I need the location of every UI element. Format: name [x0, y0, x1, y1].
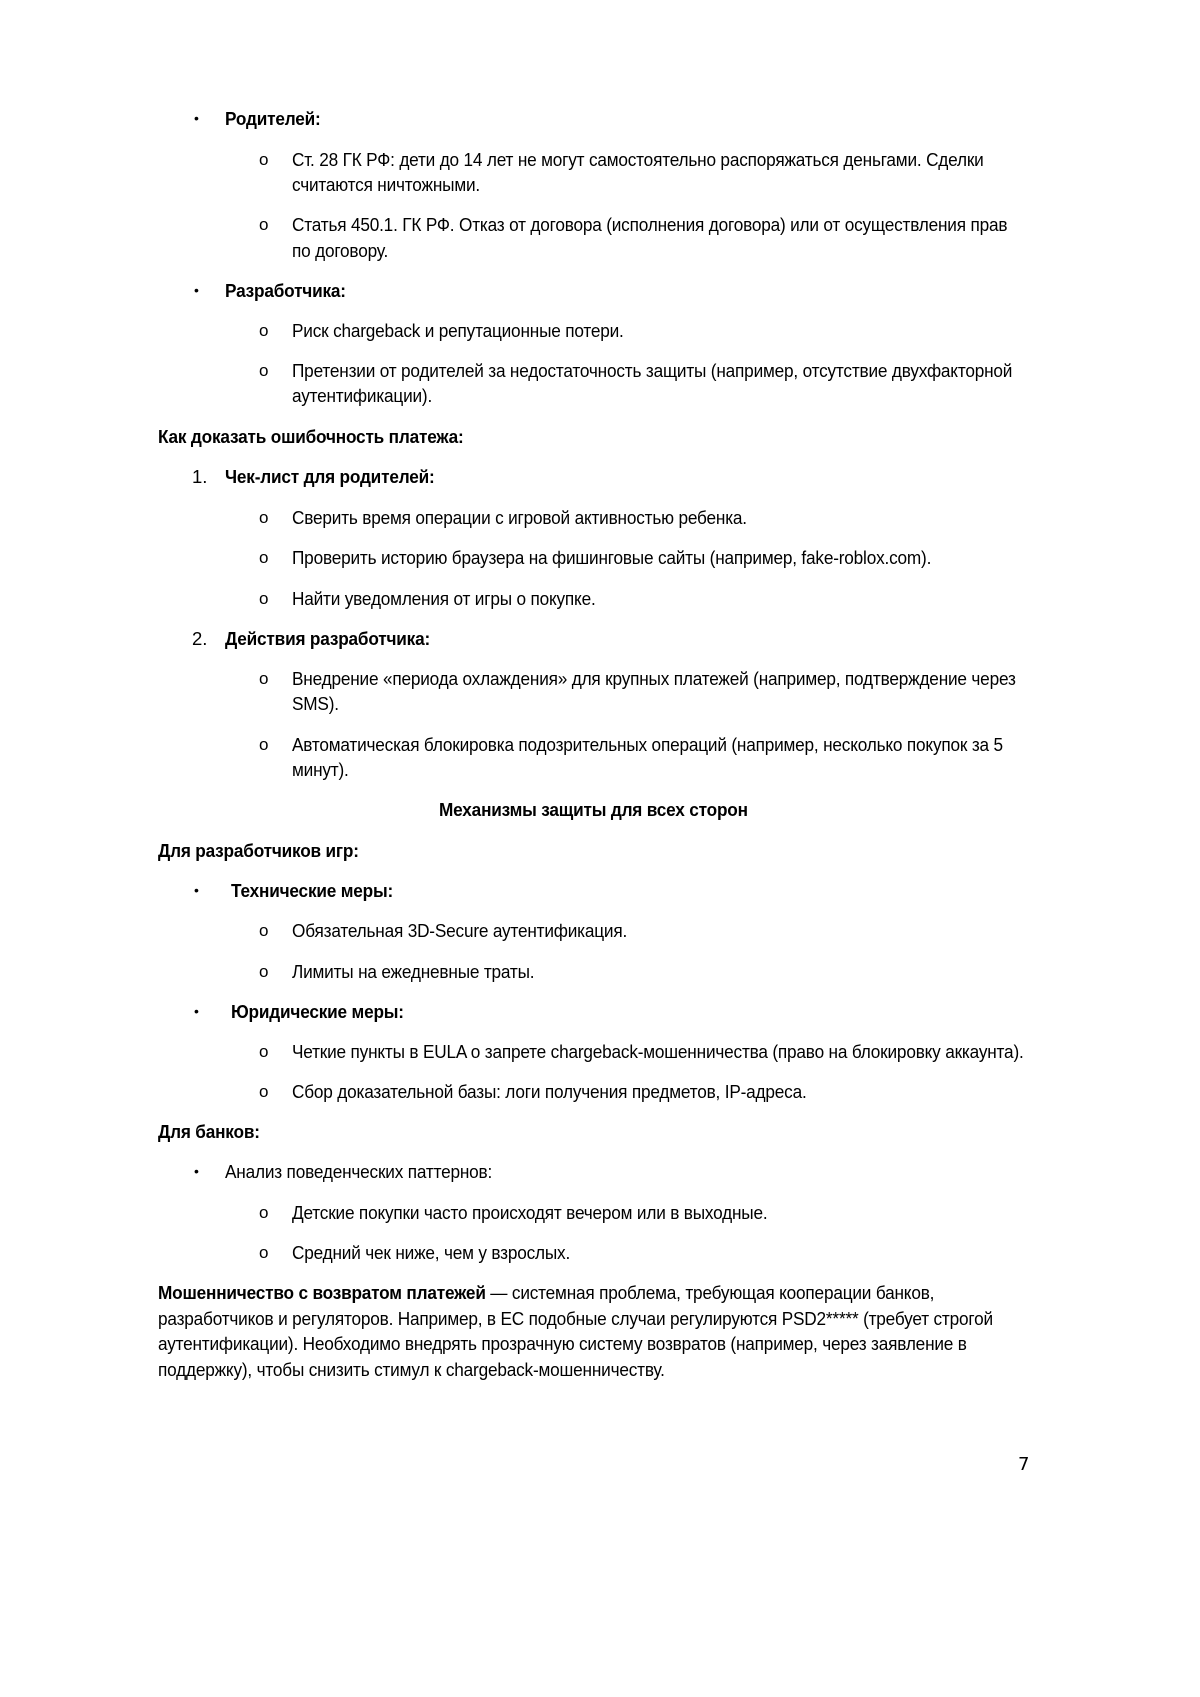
- conclusion-line: разработчиков и регуляторов. Например, в ЕС подобные случаи регулируются PSD2***** (требует строгой: [158, 1308, 993, 1329]
- list-item-line: аутентификации).: [292, 385, 433, 406]
- list-item-line: Внедрение «периода охлаждения» для крупных платежей (например, подтверждение через: [292, 668, 1016, 689]
- bullet-icon: •: [194, 282, 199, 298]
- sub-bullet-icon: o: [259, 150, 269, 169]
- sub-bullet-icon: o: [259, 962, 269, 981]
- analysis-heading: Анализ поведенческих паттернов:: [225, 1161, 493, 1182]
- list-item-line: Статья 450.1. ГК РФ. Отказ от договора (исполнения договора) или от осуществления прав: [292, 214, 1008, 235]
- list-item-line: Найти уведомления от игры о покупке.: [292, 588, 596, 609]
- list-item-line: Претензии от родителей за недостаточность защиты (например, отсутствие двухфакторной: [292, 360, 1013, 381]
- conclusion-line-rest: — системная проблема, требующая кооперации банков,: [485, 1282, 935, 1303]
- list-item-line: по договору.: [292, 240, 389, 261]
- technical-heading: Технические меры:: [231, 880, 394, 901]
- developer-heading: Разработчика:: [225, 280, 346, 301]
- bullet-icon: •: [194, 1163, 199, 1179]
- conclusion-line: поддержку), чтобы снизить стимул к chargeback-мошенничеству.: [158, 1359, 665, 1380]
- list-item-line: Четкие пункты в EULA о запрете chargeback-мошенничества (право на блокировку аккаунта).: [292, 1041, 1024, 1062]
- list-item-line: Сбор доказательной базы: логи получения предметов, IP-адреса.: [292, 1081, 807, 1102]
- list-item-line: Средний чек ниже, чем у взрослых.: [292, 1242, 571, 1263]
- list-number: 2.: [192, 628, 208, 649]
- sub-bullet-icon: o: [259, 735, 269, 754]
- list-item-line: Риск chargeback и репутационные потери.: [292, 320, 624, 341]
- prove-heading: Как доказать ошибочность платежа:: [158, 426, 464, 447]
- dev-actions-heading: Действия разработчика:: [225, 628, 431, 649]
- list-number: 1.: [192, 466, 208, 487]
- conclusion-line: [158, 1279, 934, 1306]
- list-item-line: Сверить время операции с игровой активностью ребенка.: [292, 507, 747, 528]
- checklist-heading: Чек-лист для родителей:: [225, 466, 435, 487]
- sub-bullet-icon: o: [259, 215, 269, 234]
- banks-heading: Для банков:: [158, 1121, 260, 1142]
- list-item-line: Обязательная 3D-Secure аутентификация.: [292, 920, 628, 941]
- sub-bullet-icon: o: [259, 1243, 269, 1262]
- sub-bullet-icon: o: [259, 1082, 269, 1101]
- sub-bullet-icon: o: [259, 1203, 269, 1222]
- bullet-icon: •: [194, 882, 199, 898]
- conclusion-line: аутентификации). Необходимо внедрять прозрачную систему возвратов (например, через заявление в: [158, 1333, 967, 1354]
- list-item-line: Детские покупки часто происходят вечером или в выходные.: [292, 1202, 768, 1223]
- conclusion-bold-lead: Мошенничество с возвратом платежей: [158, 1282, 486, 1303]
- list-item-line: Лимиты на ежедневные траты.: [292, 961, 535, 982]
- list-item-line: Проверить историю браузера на фишинговые сайты (например, fake-roblox.com).: [292, 547, 932, 568]
- parents-heading: Родителей:: [225, 108, 321, 129]
- list-item-line: Ст. 28 ГК РФ: дети до 14 лет не могут самостоятельно распоряжаться деньгами. Сделки: [292, 149, 984, 170]
- sub-bullet-icon: o: [259, 508, 269, 527]
- sub-bullet-icon: o: [259, 1042, 269, 1061]
- bullet-icon: •: [194, 1003, 199, 1019]
- list-item-line: минут).: [292, 759, 349, 780]
- section-title: Механизмы защиты для всех сторон: [439, 799, 748, 820]
- sub-bullet-icon: o: [259, 589, 269, 608]
- sub-bullet-icon: o: [259, 361, 269, 380]
- bullet-icon: •: [194, 110, 199, 126]
- list-item-line: SMS).: [292, 693, 339, 714]
- sub-bullet-icon: o: [259, 321, 269, 340]
- legal-heading: Юридические меры:: [231, 1001, 404, 1022]
- sub-bullet-icon: o: [259, 921, 269, 940]
- sub-bullet-icon: o: [259, 548, 269, 567]
- list-item-line: считаются ничтожными.: [292, 174, 480, 195]
- game-devs-heading: Для разработчиков игр:: [158, 840, 359, 861]
- page-number: 7: [1018, 1454, 1030, 1475]
- list-item-line: Автоматическая блокировка подозрительных операций (например, несколько покупок за 5: [292, 734, 1003, 755]
- sub-bullet-icon: o: [259, 669, 269, 688]
